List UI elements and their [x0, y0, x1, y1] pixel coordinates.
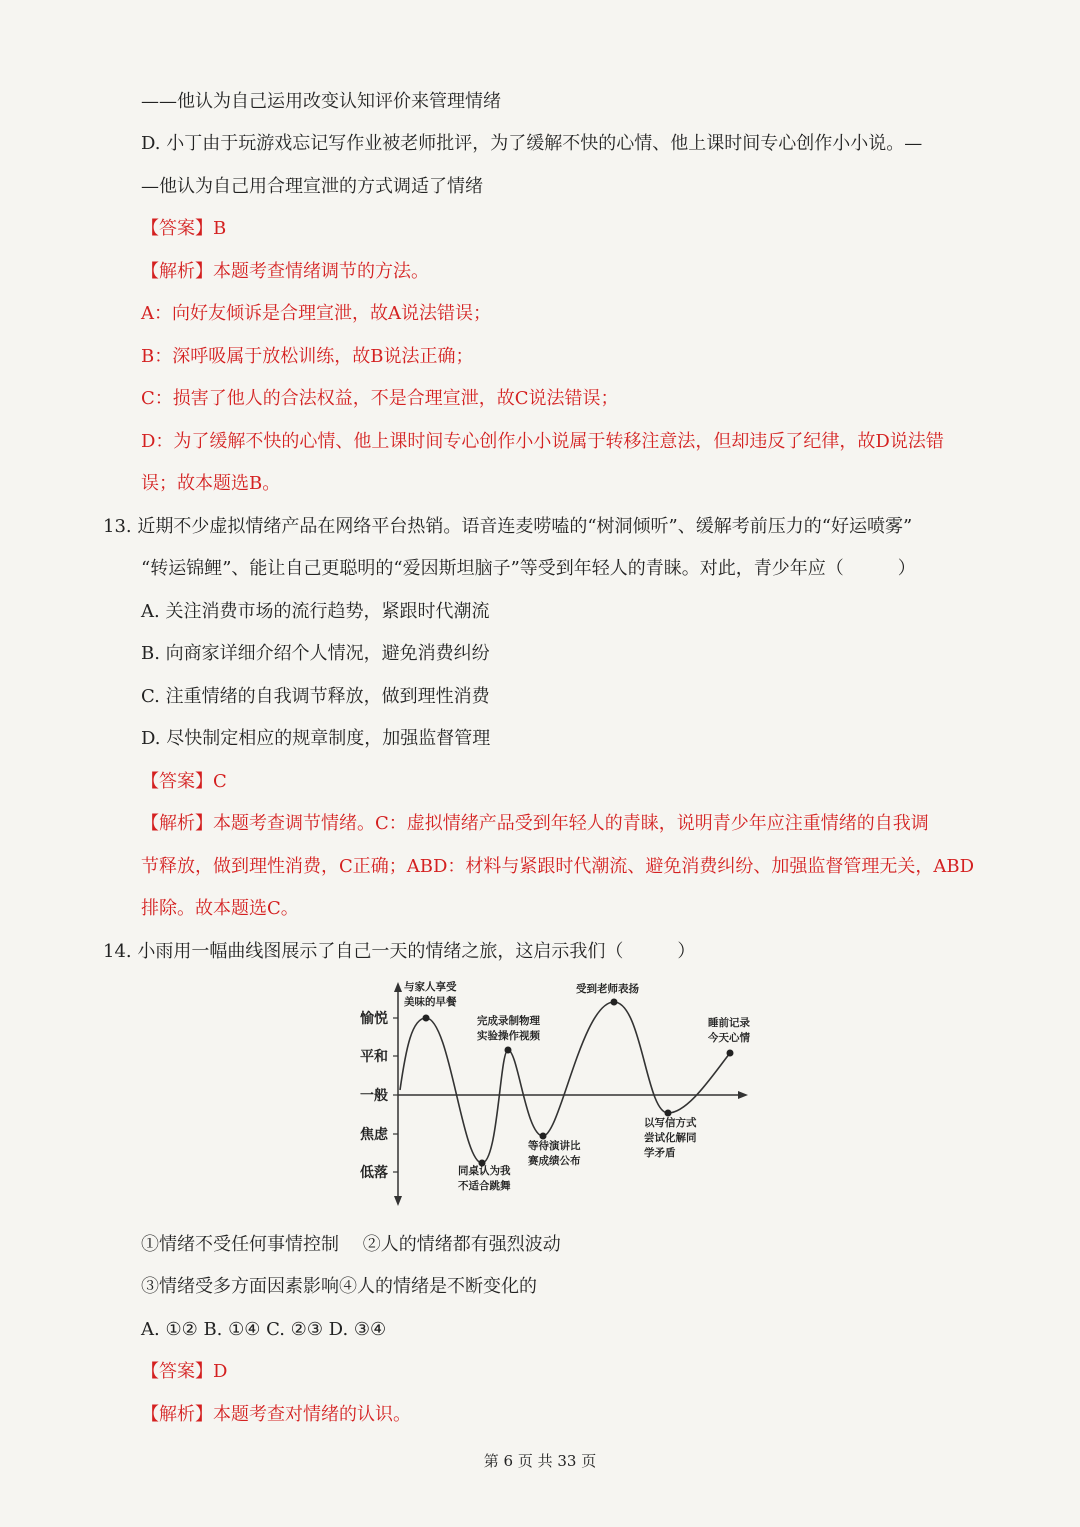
y-axis-arrow [394, 982, 402, 992]
question-13: 13. 近期不少虚拟情绪产品在网络平台热销。语音连麦唠嗑的“树洞倾听”、缓解考前压力的“好运喷雾” [103, 516, 913, 537]
answer-value: D [213, 1361, 228, 1382]
event-annotation: 同桌认为我 [458, 1165, 511, 1177]
event-point [665, 1110, 672, 1117]
option-d: D. 尽快制定相应的规章制度，加强监督管理 [141, 728, 491, 749]
emotion-curve-chart [340, 978, 770, 1208]
option-a: A. 关注消费市场的流行趋势，紧跟时代潮流 [141, 601, 490, 622]
analysis-tag: 【解析】 [141, 813, 213, 834]
page-footer: 第 6 页 共 33 页 [483, 1452, 597, 1470]
analysis-text: 本题考查对情绪的认识。 [213, 1404, 411, 1425]
answer-value: C [213, 771, 227, 792]
event-point [423, 1015, 430, 1022]
y-tick-label: 一般 [360, 1088, 388, 1104]
analysis-cont: 节释放，做到理性消费，C正确；ABD：材料与紧跟时代潮流、避免消费纠纷、加强监督管理无关，ABD [141, 856, 975, 877]
analysis-c: C：损害了他人的合法权益，不是合理宣泄，故C说法错误； [141, 388, 619, 409]
event-annotation: 不适合跳舞 [458, 1180, 511, 1192]
analysis-b: B：深呼吸属于放松训练，故B说法正确； [141, 346, 474, 367]
y-tick-label: 平和 [360, 1049, 388, 1065]
choices: A. ①② B. ①④ C. ②③ D. ③④ [141, 1319, 387, 1340]
event-point [540, 1133, 547, 1140]
event-annotation: 学矛盾 [644, 1147, 676, 1159]
event-annotation: 等待演讲比 [528, 1140, 581, 1152]
analysis-line [141, 1402, 411, 1428]
y-tick-label: 愉悦 [360, 1011, 388, 1027]
event-point [611, 999, 618, 1006]
option-c: C. 注重情绪的自我调节释放，做到理性消费 [141, 686, 490, 707]
analysis-tag: 【解析】 [141, 261, 213, 282]
event-annotation: 完成录制物理 [477, 1015, 540, 1027]
event-annotation: 受到老师表扬 [576, 983, 639, 995]
y-tick-label: 低落 [360, 1165, 388, 1181]
event-annotation: 赛成绩公布 [528, 1155, 581, 1167]
option-b: B. 向商家详细介绍个人情况，避免消费纠纷 [141, 643, 490, 664]
statement-options: ③情绪受多方面因素影响④人的情绪是不断变化的 [141, 1276, 537, 1297]
event-annotation: 以写信方式 [644, 1117, 697, 1129]
event-point [505, 1047, 512, 1054]
analysis-d-cont: 误；故本题选B。 [141, 473, 281, 494]
statement-options: ①情绪不受任何事情控制 ②人的情绪都有强烈波动 [141, 1234, 561, 1255]
y-axis-arrow [394, 1196, 402, 1206]
x-axis-arrow [738, 1091, 748, 1099]
option-d: D. 小丁由于玩游戏忘记写作业被老师批评，为了缓解不快的心情、他上课时间专心创作小小说。— [141, 133, 923, 154]
answer-value: B [213, 218, 227, 239]
event-annotation: 睡前记录 [708, 1017, 750, 1029]
event-annotation: 尝试化解同 [644, 1132, 697, 1144]
event-annotation: 美味的早餐 [404, 996, 457, 1008]
y-tick-label: 焦虑 [360, 1127, 388, 1143]
answer-line [141, 769, 227, 795]
answer-tag: 【答案】 [141, 1361, 213, 1382]
text-line: —他认为自己用合理宣泄的方式调适了情绪 [141, 176, 483, 197]
answer-line [141, 1359, 227, 1385]
analysis-d: D：为了缓解不快的心情、他上课时间专心创作小小说属于转移注意法，但却违反了纪律，故D说法错 [141, 431, 944, 452]
event-annotation: 实验操作视频 [477, 1030, 540, 1042]
analysis-line [141, 259, 429, 285]
analysis-a: A：向好友倾诉是合理宣泄，故A说法错误； [141, 303, 491, 324]
question-14: 14. 小雨用一幅曲线图展示了自己一天的情绪之旅，这启示我们（ ） [103, 941, 696, 962]
event-point [727, 1050, 734, 1057]
event-annotation: 与家人享受 [404, 981, 457, 993]
answer-tag: 【答案】 [141, 218, 213, 239]
answer-line [141, 216, 226, 242]
answer-tag: 【答案】 [141, 771, 213, 792]
analysis-text: 本题考查情绪调节的方法。 [213, 261, 429, 282]
question-13-cont: “转运锦鲤”、能让自己更聪明的“爱因斯坦脑子”等受到年轻人的青睐。对此，青少年应（ ） [141, 558, 916, 579]
event-annotation: 今天心情 [708, 1032, 750, 1044]
analysis-line [141, 811, 929, 837]
analysis-cont: 排除。故本题选C。 [141, 898, 299, 919]
text-line: ——他认为自己运用改变认知评价来管理情绪 [141, 91, 501, 112]
analysis-tag: 【解析】 [141, 1404, 213, 1425]
analysis-text: 本题考查调节情绪。C：虚拟情绪产品受到年轻人的青睐，说明青少年应注重情绪的自我调 [213, 813, 929, 834]
